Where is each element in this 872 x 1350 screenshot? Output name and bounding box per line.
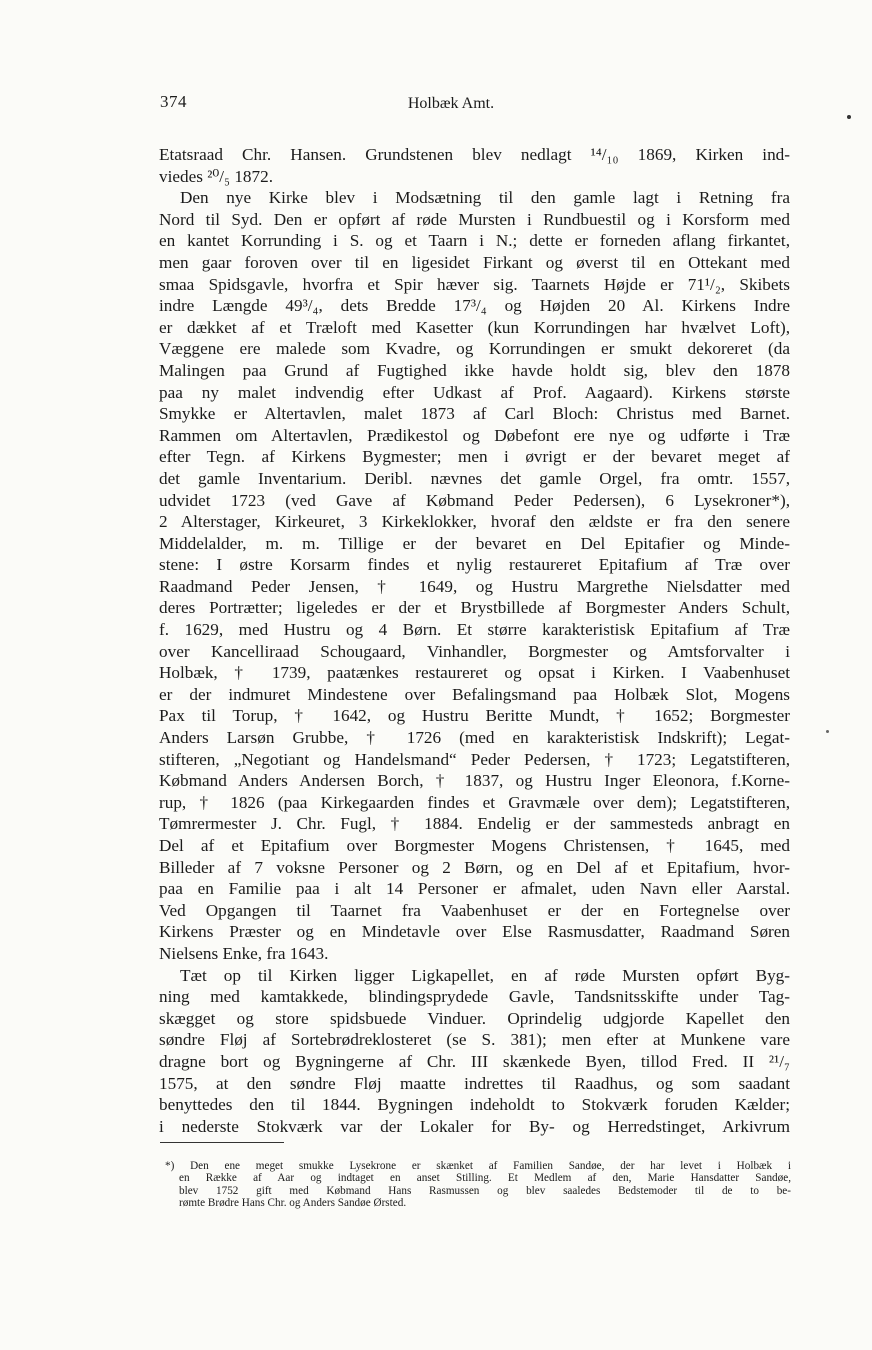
text-line: over Kancelliraad Schougaard, Vinhandler, Borgmester og Amtsforvalter i	[159, 641, 790, 661]
text-line: paa en Familie paa i alt 14 Personer er afmalet, uden Navn eller Aarstal.	[159, 879, 790, 899]
ink-speck	[847, 115, 851, 119]
text-line	[159, 1137, 790, 1159]
text-line: er der indmuret Mindestene over Befalingsmand paa Holbæk Slot, Mogens	[159, 684, 790, 704]
text-line: efter Tegn. af Kirkens Bygmester; men i øvrigt er der bevaret meget af	[159, 447, 790, 467]
text-line: en kantet Korrunding i S. og et Taarn i N.; dette er forneden aflang firkantet,	[159, 231, 790, 251]
running-title: Holbæk Amt.	[407, 95, 495, 112]
ink-speck-margin	[826, 730, 829, 733]
text-line: Nord til Syd. Den er opført af røde Mursten i Rundbuestil og i Korsform med	[159, 209, 790, 229]
text-line: Holbæk, † 1739, paatænkes restaureret og opsat i Kirken. I Vaabenhuset	[159, 663, 790, 683]
text-line: 2 Alterstager, Kirkeuret, 3 Kirkeklokker, hvoraf den ældste er fra den senere	[159, 512, 790, 532]
footnote-divider	[160, 1142, 284, 1143]
text-line: Købmand Anders Andersen Borch, † 1837, og Hustru Inger Eleonora, f.Korne-	[159, 771, 790, 791]
text-line: benyttedes den til 1844. Bygningen indeholdt to Stokværk foruden Kælder;	[159, 1095, 790, 1115]
text-line: søndre Fløj af Sortebrødreklosteret (se S. 381); men efter at Munkene vare	[159, 1030, 790, 1050]
text-line: Rammen om Altertavlen, Prædikestol og Døbefont ere nye og udførte i Træ	[159, 425, 790, 445]
text-line: det gamle Inventarium. Deribl. nævnes det gamle Orgel, fra omtr. 1557,	[159, 468, 790, 488]
text-line: Middelalder, m. m. Tillige er der bevaret en Del Epitafier og Minde-	[159, 533, 790, 553]
text-line: Kirkens Præster og en Mindetavle over Else Rasmusdatter, Raadmand Søren	[159, 922, 790, 942]
text-line: Den nye Kirke blev i Modsætning til den gamle lagt i Retning fra	[180, 188, 790, 208]
page-number: 374	[160, 92, 187, 111]
text-line: viedes ²⁰/₅ 1872.	[159, 166, 273, 186]
text-line: Ved Opgangen til Taarnet fra Vaabenhuset er der en Fortegnelse over	[159, 900, 790, 920]
text-line: Billeder af 7 voksne Personer og 2 Børn, og en Del af et Epitafium, hvor-	[159, 857, 790, 877]
text-line: stifteren, „Negotiant og Handelsmand“ Peder Pedersen, † 1723; Legatstifteren,	[159, 749, 790, 769]
text-line: Anders Larsøn Grubbe, † 1726 (med en karakteristisk Indskrift); Legat-	[159, 728, 790, 748]
text-line: Raadmand Peder Jensen, † 1649, og Hustru Margrethe Nielsdatter med	[159, 576, 790, 596]
text-line: f. 1629, med Hustru og 4 Børn. Et større karakteristisk Epitafium af Træ	[159, 620, 790, 640]
text-line: Væggene ere malede som Kvadre, og Korrundingen er smukt dekoreret (da	[159, 339, 790, 359]
text-line: i nederste Stokværk var der Lokaler for By- og Herredstinget, Arkivrum	[159, 1116, 790, 1136]
text-line: dragne bort og Bygningerne af Chr. III skænkede Byen, tillod Fred. II ²¹/₇	[159, 1051, 790, 1071]
text-line: stene: I østre Korsarm findes et nylig restaureret Epitafium af Træ over	[159, 555, 790, 575]
footnote	[165, 1160, 791, 1210]
footnote-line: blev 1752 gift med Købmand Hans Rasmussen og blev saaledes Bedstemoder til de to be-	[179, 1184, 791, 1197]
footnote-line: *) Den ene meget smukke Lysekrone er skænket af Familien Sandøe, der har levet i Holbæk i	[165, 1160, 791, 1172]
text-line: deres Portrætter; ligeledes er der et Brystbillede af Borgmester Anders Schult,	[159, 598, 790, 618]
text-line: Tæt op til Kirken ligger Ligkapellet, en af røde Mursten opført Byg-	[180, 965, 790, 985]
text-line: smaa Spidsgavle, hvorfra et Spir hæver sig. Taarnets Højde er 71¹/₂, Skibets	[159, 274, 790, 294]
text-line: 1575, at den søndre Fløj maatte indrettes til Raadhus, og som saadant	[159, 1073, 790, 1093]
footnote-line: rømte Brødre Hans Chr. og Anders Sandøe Ørsted.	[179, 1197, 407, 1210]
text-line: er dækket af et Træloft med Kasetter (kun Korrundingen har hvælvet Loft),	[159, 317, 790, 337]
text-line: ning med kamtakkede, blindingsprydede Gavle, Tandsnitsskifte under Tag-	[159, 987, 790, 1007]
text-line: Del af et Epitafium over Borgmester Mogens Christensen, † 1645, med	[159, 836, 790, 855]
text-line: Malingen paa Grund af Fugtighed ikke havde holdt sig, blev den 1878	[159, 360, 790, 380]
main-text	[159, 144, 790, 1159]
text-line: Pax til Torup, † 1642, og Hustru Beritte Mundt, † 1652; Borgmester	[159, 706, 790, 726]
text-line: skægget og store spidsbuede Vinduer. Oprindelig udgjorde Kapellet den	[159, 1008, 790, 1028]
text-line: Nielsens Enke, fra 1643.	[159, 943, 329, 963]
text-line: men gaar foroven over til en ligesidet Firkant og øverst til en Ottekant med	[159, 252, 790, 272]
text-line: Tømrermester J. Chr. Fugl, † 1884. Endelig er der sammesteds anbragt en	[159, 814, 790, 834]
text-line: udvidet 1723 (ved Gave af Købmand Peder Pedersen), 6 Lysekroner*),	[159, 490, 790, 510]
text-line: indre Længde 49³/₄, dets Bredde 17³/₄ og Højden 20 Al. Kirkens Indre	[159, 296, 790, 316]
text-line: Smykke er Altertavlen, malet 1873 af Carl Bloch: Christus med Barnet.	[159, 404, 790, 424]
text-line: paa ny malet indvendig efter Udkast af Prof. Aagaard). Kirkens største	[159, 382, 790, 402]
footnote-line: en Række af Aar og indtaget en anset Stilling. Et Medlem af den, Marie Hansdatter Sandøe,	[179, 1172, 791, 1185]
text-line: rup, † 1826 (paa Kirkegaarden findes et Gravmæle over dem); Legatstifteren,	[159, 792, 790, 812]
text-line: Etatsraad Chr. Hansen. Grundstenen blev nedlagt ¹⁴/₁₀ 1869, Kirken ind-	[159, 145, 790, 164]
